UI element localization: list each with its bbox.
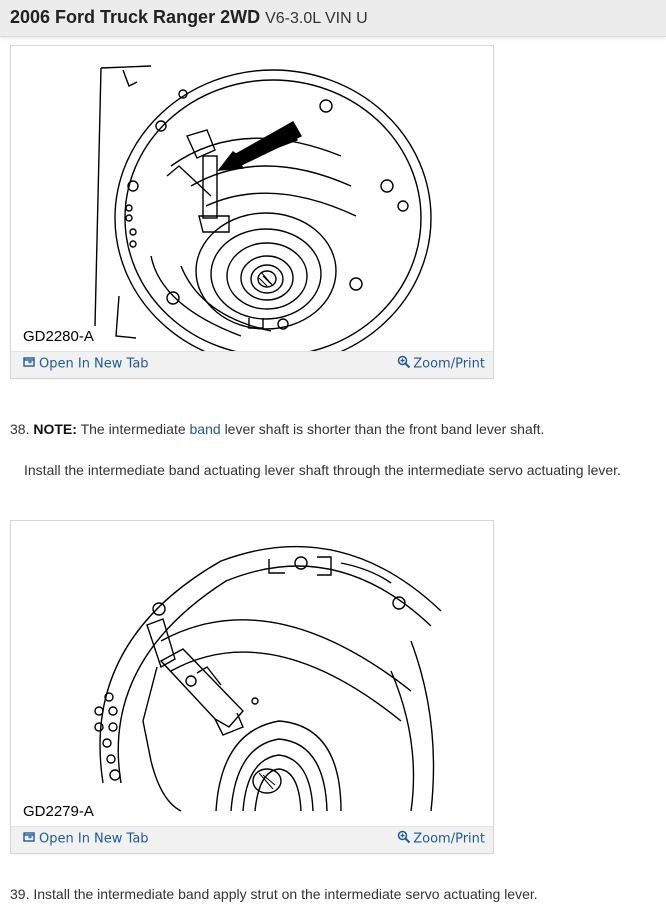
open-tab-icon <box>23 356 35 372</box>
step-text-before: The intermediate <box>80 421 186 437</box>
zoom-print-link[interactable] <box>397 355 485 373</box>
band-link[interactable]: band <box>189 421 221 437</box>
open-in-new-tab-link[interactable] <box>23 831 149 847</box>
zoom-print-link[interactable] <box>397 830 485 848</box>
vehicle-title <box>10 7 368 28</box>
zoom-label: Zoom/Print <box>413 356 485 372</box>
step-38-instruction: Install the intermediate band actuating lever shaft through the intermediate servo actuating lever. <box>24 462 621 478</box>
figure-gd2279 <box>10 520 494 854</box>
step-39 <box>10 886 650 902</box>
zoom-icon <box>397 355 411 373</box>
open-label: Open In New Tab <box>39 356 149 372</box>
figure-gd2280 <box>10 45 494 379</box>
figure-code: GD2280-A <box>23 328 97 345</box>
figure-toolbar <box>11 826 493 853</box>
step-text-after: lever shaft is shorter than the front band lever shaft. <box>224 421 545 437</box>
step-text: Install the intermediate band apply strut on the intermediate servo actuating lever. <box>33 886 538 902</box>
step-number: 39. <box>10 886 30 902</box>
figure-toolbar <box>11 351 493 378</box>
zoom-label: Zoom/Print <box>413 831 485 847</box>
open-label: Open In New Tab <box>39 831 149 847</box>
step-38 <box>10 421 650 437</box>
vehicle-name: 2006 Ford Truck Ranger 2WD <box>10 7 261 27</box>
figure-code: GD2279-A <box>23 803 97 820</box>
transmission-diagram <box>11 521 493 826</box>
transmission-diagram <box>11 46 493 351</box>
zoom-icon <box>397 830 411 848</box>
note-label: NOTE: <box>33 421 77 437</box>
engine-spec: V6-3.0L VIN U <box>265 10 368 27</box>
open-tab-icon <box>23 831 35 847</box>
figure-image[interactable] <box>11 46 493 351</box>
step-number: 38. <box>10 421 30 437</box>
open-in-new-tab-link[interactable] <box>23 356 149 372</box>
page-header <box>0 0 666 37</box>
figure-image[interactable] <box>11 521 493 826</box>
